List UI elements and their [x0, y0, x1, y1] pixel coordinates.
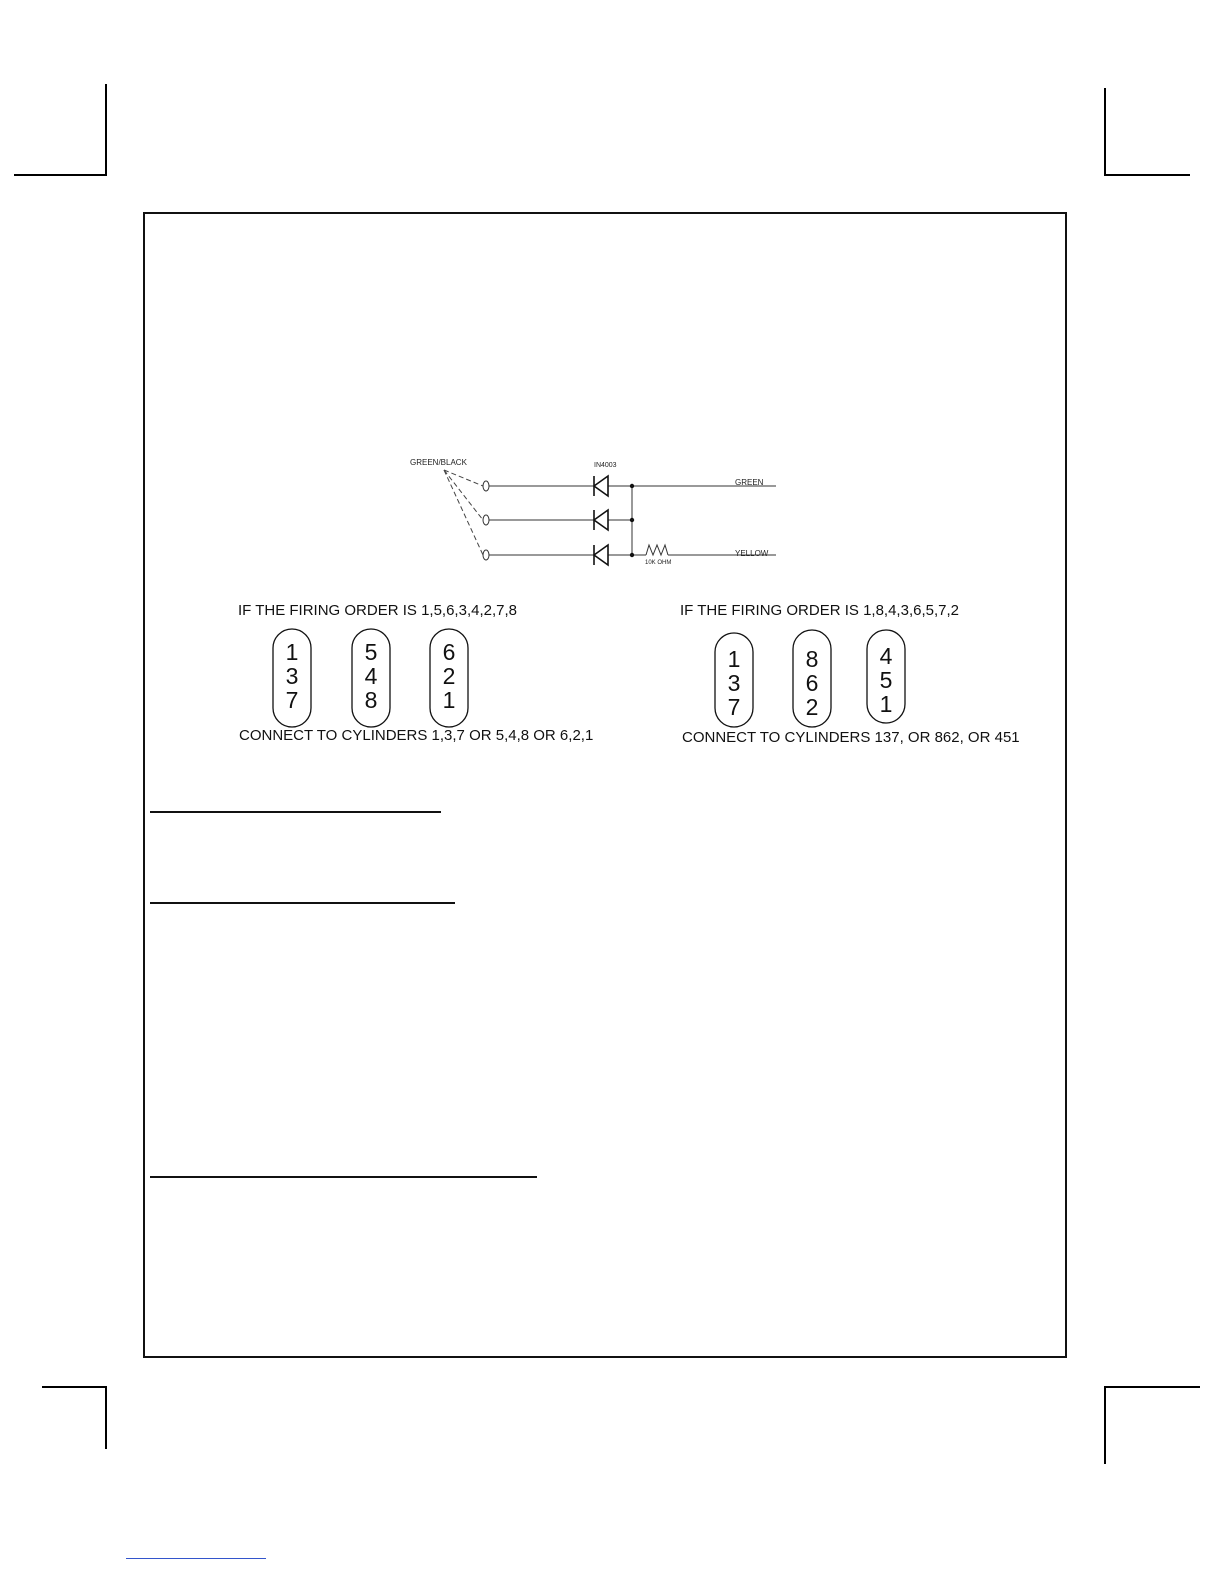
diode-1: [594, 476, 608, 496]
firing-order-heading-1: IF THE FIRING ORDER IS 1,5,6,3,4,2,7,8: [238, 602, 517, 619]
input-terminals: [483, 481, 489, 560]
cylinder-groups-2: [700, 628, 930, 730]
svg-text:5: 5: [364, 639, 378, 665]
svg-text:5: 5: [879, 667, 893, 693]
svg-text:1: 1: [442, 687, 456, 713]
crop-mark-bottom-left-vertical: [105, 1386, 107, 1449]
section-rule: [150, 902, 455, 904]
cylinder-group: [430, 629, 468, 727]
output-green-label: GREEN: [735, 478, 764, 487]
svg-text:1: 1: [879, 691, 893, 717]
output-yellow-label: YELLOW: [735, 549, 769, 558]
svg-text:7: 7: [727, 694, 741, 720]
svg-text:3: 3: [727, 670, 741, 696]
svg-text:4: 4: [879, 643, 893, 669]
svg-text:1: 1: [285, 639, 299, 665]
svg-text:6: 6: [442, 639, 456, 665]
link-underline: [126, 1558, 266, 1559]
svg-text:4: 4: [364, 663, 378, 689]
resistor-label: 10K OHM: [645, 560, 672, 566]
svg-text:2: 2: [805, 694, 819, 720]
svg-text:6: 6: [805, 670, 819, 696]
crop-mark-bottom-right-horizontal: [1104, 1386, 1200, 1388]
svg-text:8: 8: [805, 646, 819, 672]
cylinder-group: [793, 630, 831, 727]
diode-isolation-schematic: [0, 0, 1224, 620]
diode-part-label: IN4003: [594, 462, 617, 469]
resistor: [646, 545, 668, 555]
cylinder-group: [352, 629, 390, 727]
cylinder-group: [867, 630, 905, 723]
svg-text:3: 3: [285, 663, 299, 689]
cylinder-group: [715, 633, 753, 727]
svg-text:1: 1: [727, 646, 741, 672]
cylinder-groups-1: [260, 628, 490, 730]
connect-instruction-1: CONNECT TO CYLINDERS 1,3,7 OR 5,4,8 OR 6,2,1: [239, 727, 594, 744]
firing-order-heading-2: IF THE FIRING ORDER IS 1,8,4,3,6,5,7,2: [680, 602, 959, 619]
crop-mark-bottom-right-vertical: [1104, 1386, 1106, 1464]
diode-3: [594, 545, 608, 565]
connect-instruction-2: CONNECT TO CYLINDERS 137, OR 862, OR 451: [682, 729, 1020, 746]
section-rule: [150, 811, 441, 813]
input-wire-label: GREEN/BLACK: [410, 458, 467, 467]
cylinder-group: [273, 629, 311, 727]
svg-text:7: 7: [285, 687, 299, 713]
diode-2: [594, 510, 608, 530]
section-rule: [150, 1176, 537, 1178]
svg-text:2: 2: [442, 663, 456, 689]
input-fanout: [444, 470, 483, 555]
svg-text:8: 8: [364, 687, 378, 713]
crop-mark-bottom-left-horizontal: [42, 1386, 107, 1388]
